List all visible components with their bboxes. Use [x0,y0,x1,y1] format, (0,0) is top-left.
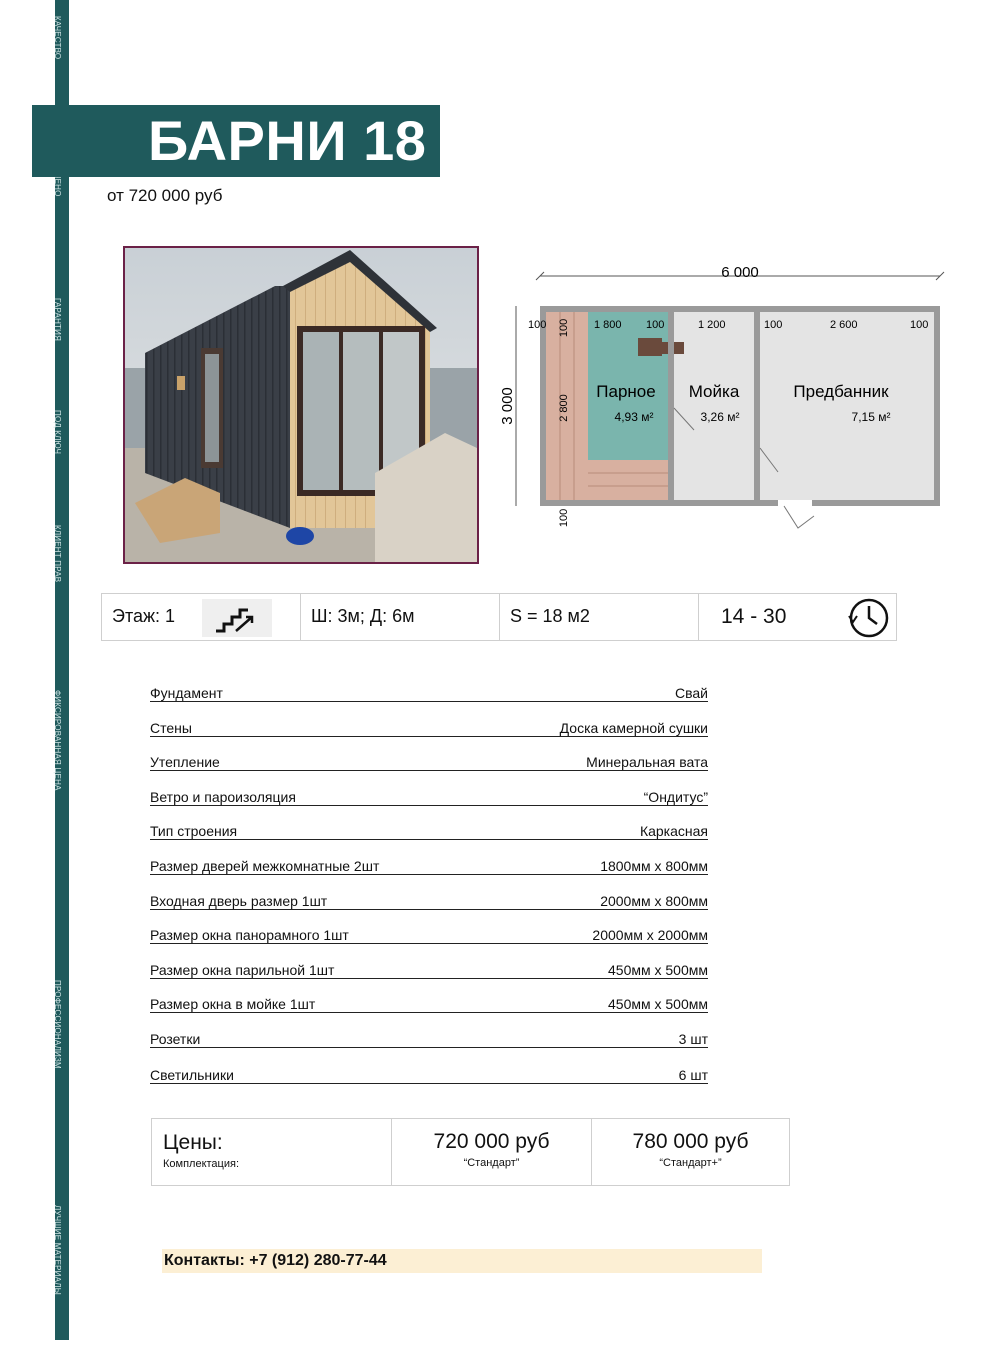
room-area: 3,26 м² [700,410,740,424]
option-price: 780 000 руб [632,1130,749,1153]
spec-size-cell [301,594,500,640]
contacts-text[interactable]: Контакты: +7 (912) 280-77-44 [164,1252,387,1269]
sidebar-word: КАЧЕСТВО [53,16,62,60]
feature-label: Светильники [150,1066,234,1083]
plan-dim: 100 [646,319,665,331]
feature-value: Свай [675,685,708,701]
clock-icon [845,596,891,645]
features-list [150,684,708,1084]
price-heading: Цены: [163,1131,223,1154]
room-name: Предбанник [793,382,889,401]
feature-label: Размер окна в мойке 1шт [150,996,316,1013]
sidebar-stripe [55,0,69,1340]
house-photo [123,246,479,564]
spec-size: Ш: 3м; Д: 6м [311,606,415,626]
feature-value: 1800мм х 800мм [600,857,708,874]
sidebar-word: ГАРАНТИЯ [53,298,62,342]
room-name: Мойка [688,382,740,401]
feature-value: 450мм х 500мм [608,961,708,978]
price-option [392,1119,592,1185]
plan-entrance-gap [778,500,812,506]
contacts-bar [162,1249,762,1273]
plan-dim: 1 200 [698,319,726,331]
feature-value: Минеральная вата [586,754,708,771]
entrance-door-icon [784,506,814,528]
stove-icon [638,338,662,356]
price-table [151,1118,790,1186]
feature-value: Доска камерной сушки [559,719,708,736]
spec-term: 14 - 30 [721,605,787,628]
plan-dim: 1 800 [594,319,622,331]
room-area: 7,15 м² [851,410,891,424]
feature-value: 450мм х 500мм [608,996,708,1013]
sidebar-word: ПРОФЕССИОНАЛИЗМ [53,980,62,1069]
feature-value: 6 шт [678,1066,708,1083]
list-item [150,840,708,875]
price-from: от 720 000 руб [107,186,223,205]
price-heading-cell [152,1119,392,1185]
plan-partition [754,312,760,500]
spec-term-cell [699,594,896,640]
list-item [150,875,708,910]
plan-dim-width: 6 000 [721,264,759,281]
feature-value: 3 шт [678,1030,708,1047]
option-name: “Стандарт” [463,1157,520,1169]
list-item [150,1013,708,1048]
spec-floor: Этаж: 1 [112,606,176,626]
plan-dim-depth: 3 000 [499,387,516,425]
room-name: Парное [596,382,656,401]
spec-bar [101,593,897,641]
plan-bench-lower [588,460,668,500]
floor-plan [498,258,958,548]
plan-dim: 100 [558,508,570,528]
spec-floor-cell [102,594,301,640]
feature-label: Размер окна панорамного 1шт [150,927,349,944]
room-area: 4,93 м² [614,410,654,424]
plan-dim: 100 [558,318,570,338]
feature-label: Фундамент [150,685,223,701]
feature-label: Утепление [150,754,220,771]
option-name: “Стандарт+” [659,1157,722,1169]
list-item [150,806,708,841]
plan-dim: 2 600 [830,319,858,331]
feature-label: Розетки [150,1030,201,1047]
list-item [150,771,708,806]
plan-partition [668,312,674,500]
list-item [150,910,708,945]
sidebar-word: ФИКСИРОВАННАЯ ЦЕНА [53,690,62,791]
feature-value: Каркасная [639,823,708,840]
price-sub: Комплектация: [163,1158,240,1170]
plan-dim: 2 800 [558,394,570,422]
option-price: 720 000 руб [433,1130,550,1153]
price-option [592,1119,789,1185]
feature-label: Размер окна парильной 1шт [150,961,335,978]
page-title: БАРНИ 18 [148,109,427,172]
spec-area-cell [500,594,699,640]
plan-dim: 100 [528,319,547,331]
feature-label: Тип строения [150,823,238,840]
sidebar-word: ЛУЧШИЕ МАТЕРИАЛЫ [53,1205,62,1296]
feature-value: 2000мм х 800мм [600,892,708,909]
feature-label: Ветро и пароизоляция [150,788,296,805]
sidebar-word: КЛИЕНТ ПРАВ [53,525,62,583]
list-item [150,1048,708,1084]
plan-dim: 100 [910,319,929,331]
sidebar-word: ПОД КЛЮЧ [53,410,62,455]
list-item [150,944,708,979]
feature-label: Входная дверь размер 1шт [150,892,328,909]
list-item [150,737,708,772]
feature-label: Размер дверей межкомнатные 2шт [150,857,380,874]
spec-area: S = 18 м2 [510,606,590,626]
list-item [150,979,708,1014]
feature-value: 2000мм х 2000мм [592,927,708,944]
list-item [150,684,708,702]
feature-value: “Ондитус” [643,788,708,805]
stairs-icon [202,599,272,642]
list-item [150,702,708,737]
feature-label: Стены [150,719,192,736]
plan-dim: 100 [764,319,783,331]
